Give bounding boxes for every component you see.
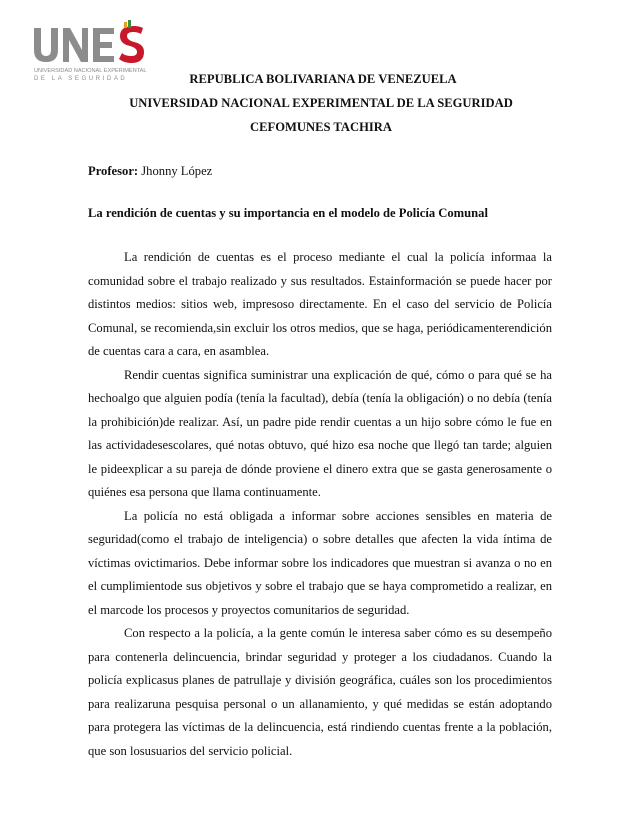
paragraph-3: La policía no está obligada a informar sobre acciones sensibles en materia de seguridad(como el trabajo de inteligencia) o sobre detalles que afecten la vida íntima de víctimas ovictimarios. Debe informar sobre los indicadores que muestran si avanza o no en el cumplimientode sus objetivos y sobre el trabajo que se haya comprometido a realizar, en el marcode los procesos y proyectos comunitarios de seguridad.: [88, 508, 552, 617]
svg-text:DE LA SEGURIDAD: DE LA SEGURIDAD: [34, 76, 128, 82]
paragraph-2: Rendir cuentas significa suministrar una explicación de qué, cómo o para qué se ha hechoalgo que alguien podía (tenía la facultad), debía (tenía la obligación) o no debía (tenía la prohibición)de realizar. Así, un padre pide rendir cuentas a un hijo sobre cómo le fue en las actividadesescolares, qué notas obtuvo, qué hizo esa noche que llegó tan tarde; alguien le pideexplicar a su pareja de dónde proviene el dinero extra que se gasta generosamente o quiénes esa persona que llama continuamente.: [88, 367, 552, 499]
paragraph-1: La rendición de cuentas es el proceso mediante el cual la policía informaa la comunidad sobre el trabajo realizado y sus resultados. Estainformación se puede hacer por distintos medios: sitios web, impresoso directamente. En el caso del servicio de Policía Comunal, se recomienda,sin excluir los otros medios, que se haga, periódicamenterendición de cuentas cara a cara, en asamblea.: [88, 250, 552, 358]
header-republic: REPUBLICA BOLIVARIANA DE VENEZUELA: [189, 72, 457, 86]
professor-label: Profesor:: [88, 164, 139, 178]
document-title: La rendición de cuentas y su importancia en el modelo de Policía Comunal: [88, 206, 488, 220]
header-campus: CEFOMUNES TACHIRA: [250, 120, 392, 134]
svg-text:UNIVERSIDAD NACIONAL EXPERIMEN: UNIVERSIDAD NACIONAL EXPERIMENTAL: [34, 68, 147, 74]
document-body: [88, 246, 552, 763]
professor-line: [88, 164, 212, 179]
paragraph-4: Con respecto a la policía, a la gente común le interesa saber cómo es su desempeño para contenerla delincuencia, brindar seguridad y proteger a los ciudadanos. Cuando la policía explicasus planes de patrullaje y división geográfica, cuáles son los procedimientos para realizaruna pesquisa personal o un allanamiento, y qué medidas se están adoptando para protegera las víctimas de la delincuencia, está rindiendo cuentas frente a la población, que son losusuarios del servicio policial.: [88, 626, 552, 758]
header-university: UNIVERSIDAD NACIONAL EXPERIMENTAL DE LA SEGURIDAD: [129, 96, 513, 110]
professor-name: Jhonny López: [138, 164, 213, 178]
